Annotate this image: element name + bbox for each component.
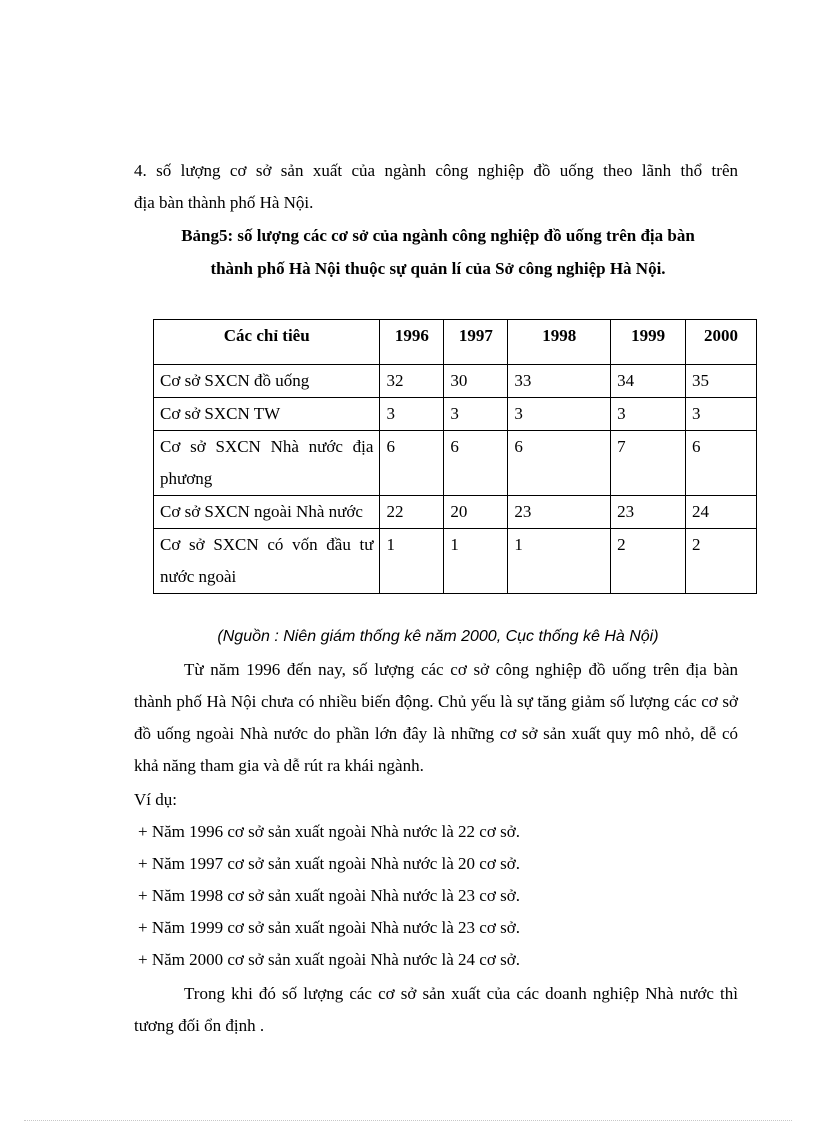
table-cell: 7 <box>611 431 686 496</box>
table-cell: 3 <box>611 398 686 431</box>
row-label: Cơ sở SXCN có vốn đầu tư nước ngoài <box>154 529 380 594</box>
row-label: Cơ sở SXCN TW <box>154 398 380 431</box>
header-year: 1996 <box>380 320 444 365</box>
table-cell: 1 <box>380 529 444 594</box>
row-label: Cơ sở SXCN ngoài Nhà nước <box>154 496 380 529</box>
table-cell: 2 <box>686 529 757 594</box>
table-cell: 1 <box>444 529 508 594</box>
table-header-row <box>154 320 757 365</box>
intro-line-2: địa bàn thành phố Hà Nội. <box>134 193 314 212</box>
paragraph-2: Trong khi đó số lượng các cơ sở sản xuất của các doanh nghiệp Nhà nước thì tương đối ổn định . <box>134 984 738 1035</box>
table-cell: 6 <box>686 431 757 496</box>
table-row <box>154 529 757 594</box>
table-cell: 6 <box>508 431 611 496</box>
table-row <box>154 431 757 496</box>
table-cell: 1 <box>508 529 611 594</box>
header-year: 2000 <box>686 320 757 365</box>
table-cell: 23 <box>611 496 686 529</box>
table-cell: 6 <box>444 431 508 496</box>
list-item: + Năm 1998 cơ sở sản xuất ngoài Nhà nước là 23 cơ sở. <box>138 886 520 905</box>
table-cell: 33 <box>508 365 611 398</box>
section-intro <box>134 155 738 219</box>
table-cell: 2 <box>611 529 686 594</box>
header-year: 1997 <box>444 320 508 365</box>
table-cell: 20 <box>444 496 508 529</box>
header-year: 1999 <box>611 320 686 365</box>
table-cell: 35 <box>686 365 757 398</box>
table-title-line-2: thành phố Hà Nội thuộc sự quản lí của Sở công nghiệp Hà Nội. <box>210 259 666 278</box>
table-row <box>154 496 757 529</box>
table-cell: 3 <box>686 398 757 431</box>
table-row <box>154 398 757 431</box>
row-label: Cơ sở SXCN Nhà nước địa phương <box>154 431 380 496</box>
intro-line-1: 4. số lượng cơ sở sản xuất của ngành công nghiệp đồ uống theo lãnh thổ trên <box>134 161 738 180</box>
table-cell: 3 <box>380 398 444 431</box>
table-cell: 3 <box>444 398 508 431</box>
header-year: 1998 <box>508 320 611 365</box>
statistics-table <box>153 319 757 594</box>
table-cell: 22 <box>380 496 444 529</box>
table-cell: 3 <box>508 398 611 431</box>
table-cell: 24 <box>686 496 757 529</box>
table-cell: 23 <box>508 496 611 529</box>
row-label: Cơ sở SXCN đồ uống <box>154 365 380 398</box>
example-label: Ví dụ: <box>134 790 177 809</box>
table-cell: 6 <box>380 431 444 496</box>
list-item: + Năm 1999 cơ sở sản xuất ngoài Nhà nước là 23 cơ sở. <box>138 918 520 937</box>
header-indicator: Các chỉ tiêu <box>154 320 380 365</box>
table-cell: 30 <box>444 365 508 398</box>
table-title-line-1: Bảng5: số lượng các cơ sở của ngành công nghiệp đồ uống trên địa bàn <box>181 226 695 245</box>
table-row <box>154 365 757 398</box>
page-bottom-divider <box>24 1120 792 1121</box>
list-item: + Năm 1997 cơ sở sản xuất ngoài Nhà nước là 20 cơ sở. <box>138 854 520 873</box>
table-source-note: (Nguồn : Niên giám thống kê năm 2000, Cục thống kê Hà Nội) <box>217 628 659 645</box>
table-cell: 34 <box>611 365 686 398</box>
list-item: + Năm 2000 cơ sở sản xuất ngoài Nhà nước là 24 cơ sở. <box>138 950 520 969</box>
list-item: + Năm 1996 cơ sở sản xuất ngoài Nhà nước là 22 cơ sở. <box>138 822 520 841</box>
paragraph-1: Từ năm 1996 đến nay, số lượng các cơ sở công nghiệp đồ uống trên địa bàn thành phố Hà Nội chưa có nhiều biến động. Chủ yếu là sự tăng giảm số lượng các cơ sở đồ uống ngoài Nhà nước do phần lớn đây là những cơ sở sản xuất quy mô nhỏ, dễ có khả năng tham gia và dễ rút ra khái ngành. <box>134 660 738 775</box>
table-cell: 32 <box>380 365 444 398</box>
